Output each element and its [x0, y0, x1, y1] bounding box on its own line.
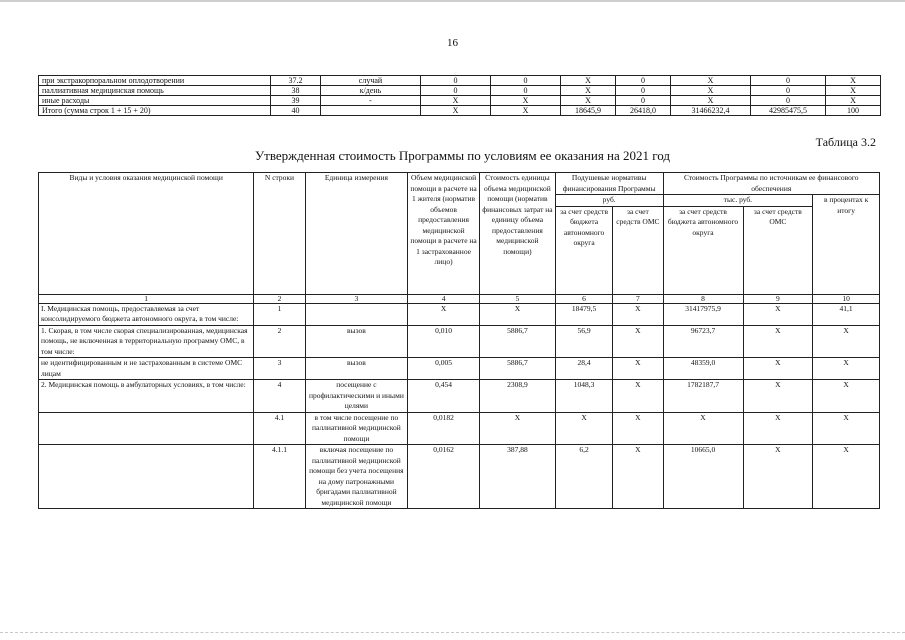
row-label: паллиативная медицинская помощь: [39, 86, 271, 96]
row-value: к/день: [321, 86, 421, 96]
row-value: 38: [271, 86, 321, 96]
row-value: 0: [491, 76, 561, 86]
row-value: X: [479, 303, 555, 325]
row-value: X: [561, 76, 616, 86]
row-value: X: [613, 445, 663, 509]
header-program-cost: Стоимость Программы по источникам ее финансового обеспечения: [663, 173, 879, 195]
row-value: 18645,9: [561, 106, 616, 116]
page-number: 16: [447, 37, 458, 49]
table-caption: Таблица 3.2: [815, 135, 876, 149]
row-value: 37.2: [271, 76, 321, 86]
row-number: 1: [254, 303, 305, 325]
table-row: [39, 445, 880, 509]
row-number: 3: [254, 358, 305, 380]
row-value: 2308,9: [479, 380, 555, 413]
row-number: 4.1.1: [254, 445, 305, 509]
header-cost-budget: за счет средств бюджета автономного округа: [663, 206, 743, 294]
row-number: 4: [254, 380, 305, 413]
row-value: 39: [271, 96, 321, 106]
row-value: 31466232,4: [671, 106, 751, 116]
row-value: 0: [751, 96, 826, 106]
column-number: 9: [743, 294, 813, 303]
row-value: 48359,0: [663, 358, 743, 380]
row-value: 26418,0: [616, 106, 671, 116]
row-unit: в том числе посещение по паллиативной медицинской помощи: [305, 412, 408, 445]
row-value: X: [813, 380, 880, 413]
continued-table: [38, 75, 881, 116]
continued-table-row: [39, 96, 881, 106]
program-cost-table: [38, 172, 880, 509]
row-value: 28,4: [555, 358, 612, 380]
row-value: X: [743, 325, 813, 358]
row-value: X: [743, 358, 813, 380]
row-value: 42985475,5: [751, 106, 826, 116]
row-value: X: [743, 303, 813, 325]
row-value: -: [321, 96, 421, 106]
table-title: Утвержденная стоимость Программы по условиям ее оказания на 2021 год: [254, 148, 671, 163]
header-thous-rub: тыс. руб.: [663, 195, 813, 207]
row-value: X: [421, 106, 491, 116]
table-row: [39, 358, 880, 380]
row-label: Итого (сумма строк 1 + 15 + 20): [39, 106, 271, 116]
row-value: X: [743, 380, 813, 413]
row-value: 0: [421, 76, 491, 86]
row-value: 0,005: [408, 358, 480, 380]
row-value: 40: [271, 106, 321, 116]
row-label: не идентифицированным и не застрахованным в системе ОМС лицам: [39, 358, 254, 380]
column-number: 7: [613, 294, 663, 303]
row-value: 0: [421, 86, 491, 96]
row-value: 0,0162: [408, 445, 480, 509]
row-label: [39, 445, 254, 509]
table-row: [39, 380, 880, 413]
table-row: [39, 303, 880, 325]
header-percent-total: в процентах к итогу: [813, 195, 880, 295]
row-value: 5886,7: [479, 325, 555, 358]
row-value: X: [561, 86, 616, 96]
header-unit-cost: Стоимость единицы объема медицинской помощи (норматив финансовых затрат на единицу объема предоставления медицинской помощи): [479, 173, 555, 295]
row-value: 0: [751, 86, 826, 96]
row-value: 5886,7: [479, 358, 555, 380]
row-label: иные расходы: [39, 96, 271, 106]
header-unit: Единица измерения: [305, 173, 408, 295]
header-cost-oms: за счет средств ОМС: [743, 206, 813, 294]
scan-top-edge: [0, 0, 905, 2]
row-value: X: [826, 86, 881, 96]
row-value: X: [561, 96, 616, 106]
column-number: 10: [813, 294, 880, 303]
header-row-number: N строки: [254, 173, 305, 295]
row-value: 0,454: [408, 380, 480, 413]
row-value: случай: [321, 76, 421, 86]
row-value: X: [663, 412, 743, 445]
row-value: X: [813, 358, 880, 380]
row-value: 6,2: [555, 445, 612, 509]
row-value: X: [826, 96, 881, 106]
header-norm-budget: за счет средств бюджета автономного округа: [555, 206, 612, 294]
row-unit: вызов: [305, 358, 408, 380]
row-label: при экстракорпоральном оплодотворении: [39, 76, 271, 86]
row-value: X: [613, 325, 663, 358]
row-value: X: [421, 96, 491, 106]
column-number: 4: [408, 294, 480, 303]
row-unit: включая посещение по паллиативной медицинской помощи без учета посещения на дому патронажными бригадами паллиативной медицинской помощи: [305, 445, 408, 509]
row-value: 0,0182: [408, 412, 480, 445]
row-value: 41,1: [813, 303, 880, 325]
row-value: X: [813, 445, 880, 509]
row-unit: вызов: [305, 325, 408, 358]
row-value: X: [743, 445, 813, 509]
column-number: 2: [254, 294, 305, 303]
column-number: 1: [39, 294, 254, 303]
column-number: 6: [555, 294, 612, 303]
row-value: X: [613, 412, 663, 445]
row-unit: [305, 303, 408, 325]
row-value: 96723,7: [663, 325, 743, 358]
continued-table-row: [39, 106, 881, 116]
row-value: 18479,5: [555, 303, 612, 325]
row-value: X: [408, 303, 480, 325]
scan-bottom-edge: [0, 632, 905, 633]
row-value: 0: [616, 76, 671, 86]
row-value: 0: [616, 96, 671, 106]
header-volume: Объем медицинской помощи в расчете на 1 жителя (норматив объемов предоставления медицинской помощи в расчете на 1 застрахованное лицо): [408, 173, 480, 295]
row-value: X: [826, 76, 881, 86]
row-value: X: [613, 303, 663, 325]
row-label: I. Медицинская помощь, предоставляемая за счет консолидируемого бюджета автономного округа, в том числе:: [39, 303, 254, 325]
row-value: 0: [491, 86, 561, 96]
continued-table-row: [39, 76, 881, 86]
row-value: X: [671, 76, 751, 86]
row-number: 2: [254, 325, 305, 358]
header-conditions: Виды и условия оказания медицинской помощи: [39, 173, 254, 295]
row-value: 0,010: [408, 325, 480, 358]
row-value: X: [671, 96, 751, 106]
row-value: X: [491, 96, 561, 106]
row-value: 100: [826, 106, 881, 116]
row-value: 0: [751, 76, 826, 86]
row-value: X: [813, 412, 880, 445]
row-value: 56,9: [555, 325, 612, 358]
row-label: [39, 412, 254, 445]
header-per-capita-norms: Подушевые нормативы финансирования Программы: [555, 173, 663, 195]
row-value: 1048,3: [555, 380, 612, 413]
row-value: 0: [616, 86, 671, 96]
row-value: X: [613, 380, 663, 413]
row-value: 1782187,7: [663, 380, 743, 413]
row-label: 2. Медицинская помощь в амбулаторных условиях, в том числе:: [39, 380, 254, 413]
continued-table-row: [39, 86, 881, 96]
row-value: X: [555, 412, 612, 445]
row-value: X: [491, 106, 561, 116]
row-label: 1. Скорая, в том числе скорая специализированная, медицинская помощь, не включенная в территориальную программу ОМС, в том числе:: [39, 325, 254, 358]
row-value: X: [613, 358, 663, 380]
column-number: 5: [479, 294, 555, 303]
column-number: 8: [663, 294, 743, 303]
row-value: X: [743, 412, 813, 445]
column-numbers-row: [39, 294, 880, 303]
row-unit: посещение с профилактическими и иными целями: [305, 380, 408, 413]
table-row: [39, 412, 880, 445]
row-number: 4.1: [254, 412, 305, 445]
column-number: 3: [305, 294, 408, 303]
header-norm-oms: за счет средств ОМС: [613, 206, 663, 294]
row-value: 31417975,9: [663, 303, 743, 325]
row-value: X: [479, 412, 555, 445]
row-value: 387,88: [479, 445, 555, 509]
row-value: 10665,0: [663, 445, 743, 509]
row-value: X: [671, 86, 751, 96]
row-value: [321, 106, 421, 116]
row-value: X: [813, 325, 880, 358]
table-row: [39, 325, 880, 358]
header-rub: руб.: [555, 195, 663, 207]
